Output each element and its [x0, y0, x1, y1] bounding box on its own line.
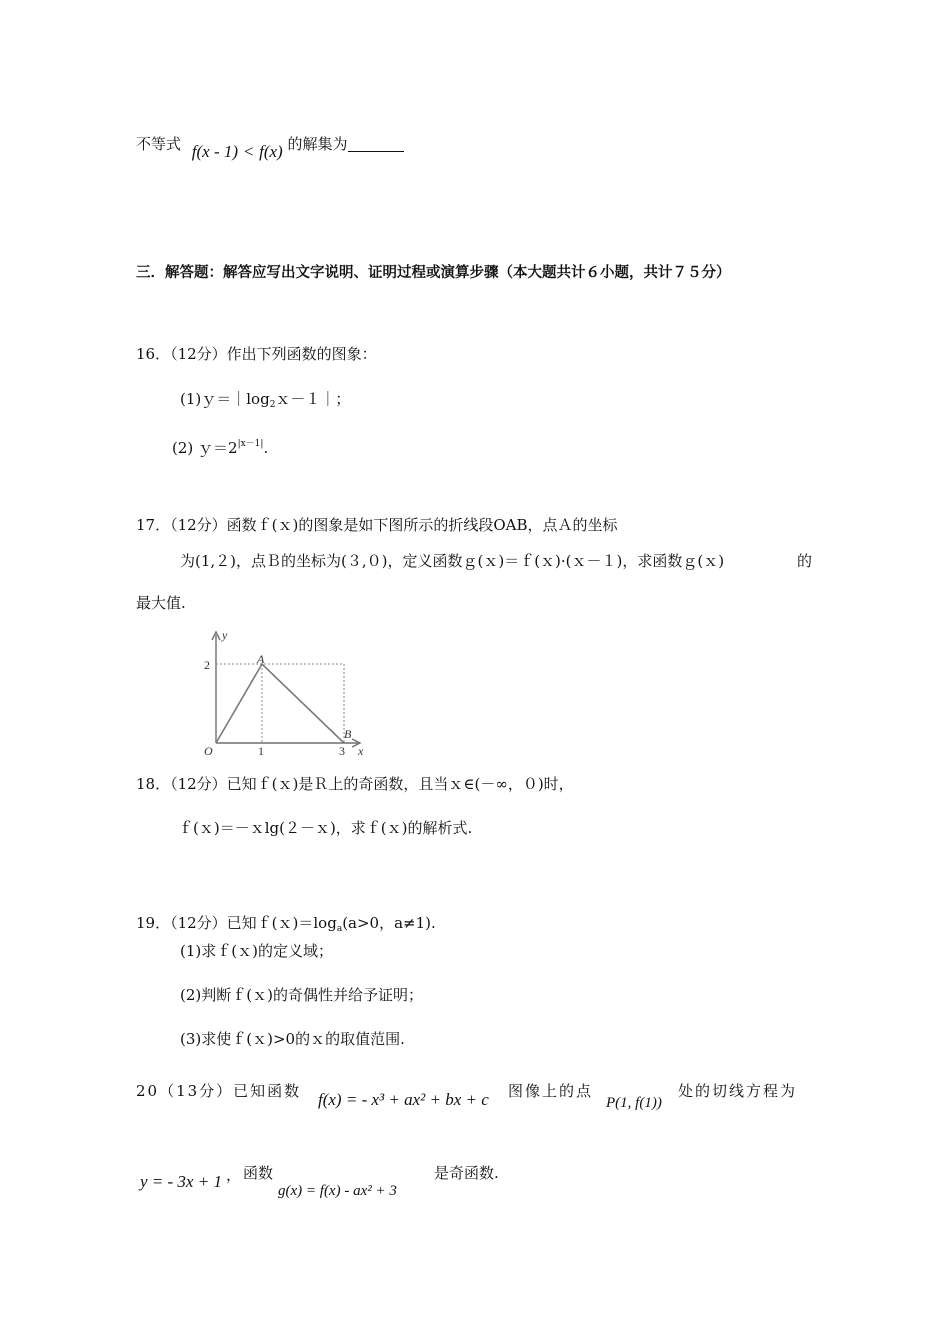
q16-part1-sub: 2 [269, 400, 276, 410]
q18-line2: ｆ(ｘ)＝－ｘlg(２－ｘ)，求ｆ(ｘ)的解析式. [178, 819, 473, 837]
label-x: x [358, 744, 364, 757]
q17-line2b: 的 [797, 552, 813, 570]
q20-end: 是奇函数. [434, 1164, 499, 1182]
q16-part1-a: (1)ｙ＝｜log [180, 390, 270, 408]
q16-part2-a: (2) ｙ＝2 [172, 439, 238, 457]
q19-line1-sub: a [336, 924, 343, 934]
fill-blank-suffix: 的解集为 [287, 135, 348, 153]
label-y: y [222, 628, 228, 642]
label-A: A [257, 652, 265, 666]
fill-blank-line [136, 134, 404, 161]
q20-mid: 图像上的点 [508, 1082, 594, 1100]
fill-blank-expr-right: f(x) [259, 142, 283, 161]
section-heading: 三．解答题：解答应写出文字说明、证明过程或演算步骤（本大题共计６小题，共计７５分） [136, 265, 731, 281]
q19-line1-b: (a>0，a≠1). [342, 914, 436, 932]
q20-fn-label: 函数 [243, 1164, 274, 1182]
q17-line3: 最大值. [136, 594, 186, 612]
label-B: B [344, 727, 352, 741]
label-O: O [204, 744, 213, 757]
q20-comma: ， [226, 1166, 242, 1184]
q19-part3: (3)求使ｆ(ｘ)>0的ｘ的取值范围. [180, 1030, 405, 1048]
q16-part1-b: ｘ－１｜； [275, 390, 351, 408]
tick-x1: 1 [258, 744, 264, 757]
q20-f-expr: f(x) = - x³ + ax² + bx + c [318, 1090, 489, 1109]
q16-part1 [180, 389, 350, 415]
polyline-OAB [216, 664, 344, 743]
q19-part2: (2)判断ｆ(ｘ)的奇偶性并给予证明； [180, 986, 423, 1004]
q19-part1: (1)求ｆ(ｘ)的定义域； [180, 942, 333, 960]
q16-stem: 16．（12分）作出下列函数的图象： [136, 345, 377, 363]
q16-part2-b: . [263, 439, 269, 457]
fill-blank-prefix: 不等式 [136, 135, 182, 153]
q16-part2-sup: |x－1| [237, 439, 264, 449]
q18-line1: 18．（12分）已知ｆ(ｘ)是Ｒ上的奇函数，且当ｘ∈(－∞，０)时， [136, 775, 574, 793]
q20-point: P(1, f(1)) [606, 1095, 662, 1111]
q17-line1: 17．（12分）函数ｆ(ｘ)的图象是如下图所示的折线段OAB，点Ａ的坐标 [136, 516, 618, 534]
q17-line2a: 为(1,２)，点Ｂ的坐标为(３,０)，定义函数ｇ(ｘ)＝ｆ(ｘ)·(ｘ－１)，求函数ｇ(ｘ) [180, 552, 725, 570]
q20-tangent: y = - 3x + 1 [140, 1172, 222, 1191]
q20-lead: 20（13分）已知函数 [136, 1082, 302, 1100]
q19-line1-a: 19．（12分）已知ｆ(ｘ)＝log [136, 914, 337, 932]
answer-blank [348, 137, 404, 152]
fill-blank-expr-left: f(x - 1) [191, 142, 239, 161]
q19-line1 [136, 913, 436, 939]
tick-x3: 3 [339, 744, 345, 757]
q20-tail: 处的切线方程为 [678, 1082, 798, 1100]
q16-part2 [172, 434, 268, 458]
tick-y2: 2 [204, 658, 210, 672]
q20-g-expr: g(x) = f(x) - ax² + 3 [278, 1183, 397, 1199]
q17-graph [198, 627, 368, 757]
fill-blank-lt: < [242, 142, 255, 161]
